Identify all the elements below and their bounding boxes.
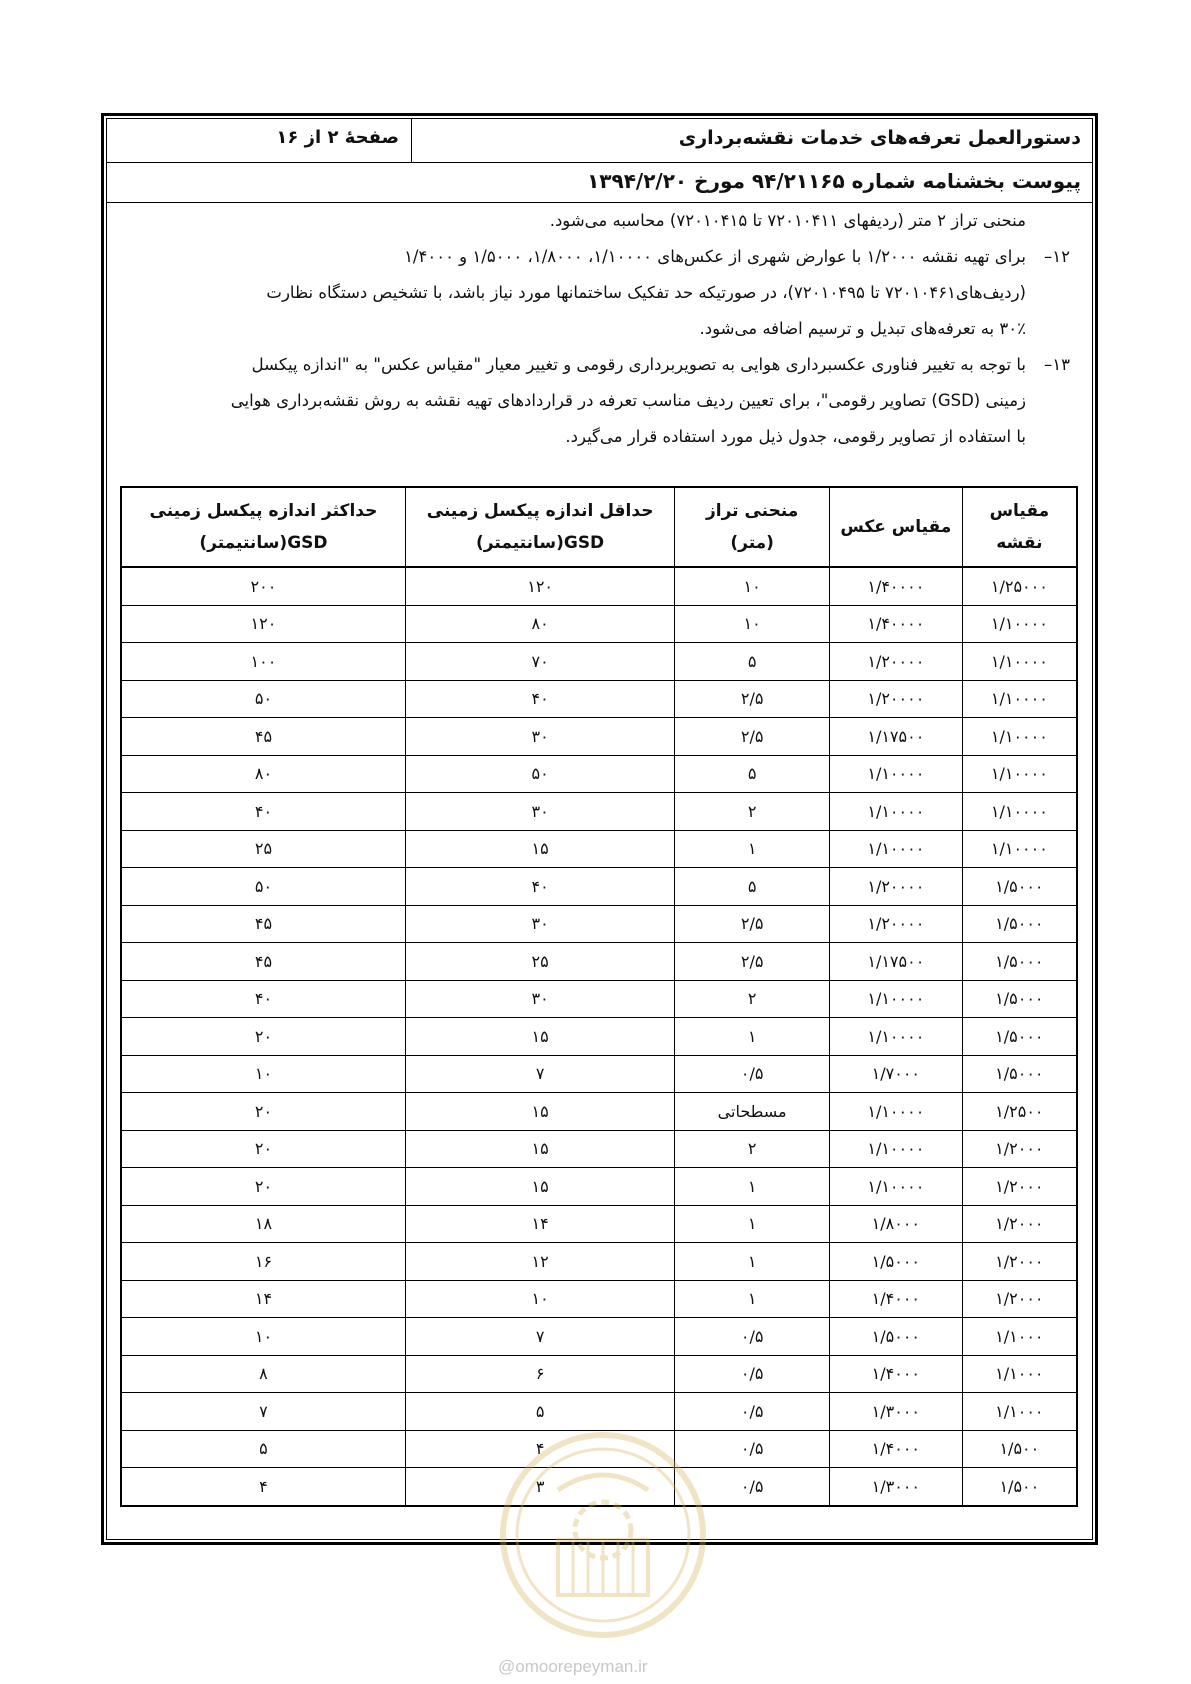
cell-contour: ۰/۵ bbox=[675, 1318, 830, 1356]
cell-min-gsd: ۱۵ bbox=[405, 1093, 674, 1131]
cell-photo-scale: ۱/۳۰۰۰ bbox=[829, 1468, 962, 1506]
cell-min-gsd: ۳۰ bbox=[405, 905, 674, 943]
header-row bbox=[106, 118, 1093, 163]
cell-max-gsd: ۴۵ bbox=[121, 718, 405, 756]
header-max-gsd: حداکثر اندازه پیکسل زمینی GSD(سانتیمتر) bbox=[121, 487, 405, 567]
cell-contour: ۰/۵ bbox=[675, 1468, 830, 1506]
cell-max-gsd: ۴۰ bbox=[121, 793, 405, 831]
cell-min-gsd: ۳۰ bbox=[405, 793, 674, 831]
cell-contour: ۰/۵ bbox=[675, 1430, 830, 1468]
cell-map-scale: ۱/۱۰۰۰۰ bbox=[962, 643, 1077, 681]
table-row bbox=[121, 718, 1077, 756]
cell-contour: ۵ bbox=[675, 643, 830, 681]
body-text bbox=[170, 203, 1070, 463]
cell-max-gsd: ۲۰ bbox=[121, 1018, 405, 1056]
cell-min-gsd: ۱۵ bbox=[405, 1018, 674, 1056]
cell-map-scale: ۱/۵۰۰۰ bbox=[962, 943, 1077, 981]
cell-photo-scale: ۱/۲۰۰۰۰ bbox=[829, 905, 962, 943]
table-row bbox=[121, 643, 1077, 681]
table-row bbox=[121, 793, 1077, 831]
table-row bbox=[121, 905, 1077, 943]
table-row bbox=[121, 1280, 1077, 1318]
cell-max-gsd: ۵۰ bbox=[121, 868, 405, 906]
cell-min-gsd: ۳۰ bbox=[405, 980, 674, 1018]
cell-contour: ۲/۵ bbox=[675, 680, 830, 718]
cell-map-scale: ۱/۱۰۰۰۰ bbox=[962, 718, 1077, 756]
table-row bbox=[121, 830, 1077, 868]
cell-min-gsd: ۶ bbox=[405, 1355, 674, 1393]
header-contour: منحنی تراز (متر) bbox=[675, 487, 830, 567]
cell-contour: ۲/۵ bbox=[675, 905, 830, 943]
cell-photo-scale: ۱/۱۰۰۰۰ bbox=[829, 1093, 962, 1131]
cell-min-gsd: ۳۰ bbox=[405, 718, 674, 756]
table-row bbox=[121, 1243, 1077, 1281]
cell-min-gsd: ۱۵ bbox=[405, 830, 674, 868]
table-row bbox=[121, 1018, 1077, 1056]
cell-map-scale: ۱/۵۰۰۰ bbox=[962, 980, 1077, 1018]
cell-photo-scale: ۱/۱۰۰۰۰ bbox=[829, 830, 962, 868]
cell-contour: ۱۰ bbox=[675, 567, 830, 605]
cell-map-scale: ۱/۵۰۰۰ bbox=[962, 1018, 1077, 1056]
cell-contour: ۲ bbox=[675, 793, 830, 831]
text-line: برای تهیه نقشه ۱/۲۰۰۰ با عوارض شهری از عکس‌های ۱/۱۰۰۰۰، ۱/۸۰۰۰، ۱/۵۰۰۰ و ۱/۴۰۰۰ bbox=[404, 247, 1026, 266]
cell-photo-scale: ۱/۱۷۵۰۰ bbox=[829, 943, 962, 981]
cell-photo-scale: ۱/۴۰۰۰۰ bbox=[829, 605, 962, 643]
cell-photo-scale: ۱/۴۰۰۰ bbox=[829, 1280, 962, 1318]
cell-min-gsd: ۴۰ bbox=[405, 868, 674, 906]
cell-max-gsd: ۴۰ bbox=[121, 980, 405, 1018]
cell-photo-scale: ۱/۳۰۰۰ bbox=[829, 1393, 962, 1431]
cell-contour: ۱ bbox=[675, 1280, 830, 1318]
text-line: با استفاده از تصاویر رقومی، جدول ذیل مورد استفاده قرار می‌گیرد. bbox=[565, 427, 1026, 446]
cell-map-scale: ۱/۱۰۰۰ bbox=[962, 1318, 1077, 1356]
cell-max-gsd: ۱۸ bbox=[121, 1205, 405, 1243]
cell-photo-scale: ۱/۴۰۰۰ bbox=[829, 1430, 962, 1468]
cell-photo-scale: ۱/۷۰۰۰ bbox=[829, 1055, 962, 1093]
table-row bbox=[121, 605, 1077, 643]
cell-map-scale: ۱/۵۰۰ bbox=[962, 1430, 1077, 1468]
cell-photo-scale: ۱/۴۰۰۰۰ bbox=[829, 567, 962, 605]
cell-min-gsd: ۷۰ bbox=[405, 643, 674, 681]
cell-map-scale: ۱/۱۰۰۰ bbox=[962, 1393, 1077, 1431]
cell-map-scale: ۱/۱۰۰۰ bbox=[962, 1355, 1077, 1393]
table-row bbox=[121, 755, 1077, 793]
cell-contour: مسطحاتی bbox=[675, 1093, 830, 1131]
cell-map-scale: ۱/۲۵۰۰۰ bbox=[962, 567, 1077, 605]
cell-photo-scale: ۱/۵۰۰۰ bbox=[829, 1243, 962, 1281]
cell-map-scale: ۱/۱۰۰۰۰ bbox=[962, 755, 1077, 793]
cell-max-gsd: ۱۶ bbox=[121, 1243, 405, 1281]
cell-contour: ۰/۵ bbox=[675, 1055, 830, 1093]
cell-max-gsd: ۴۵ bbox=[121, 943, 405, 981]
cell-max-gsd: ۱۴ bbox=[121, 1280, 405, 1318]
cell-contour: ۱ bbox=[675, 1243, 830, 1281]
table-row bbox=[121, 1093, 1077, 1131]
cell-photo-scale: ۱/۲۰۰۰۰ bbox=[829, 680, 962, 718]
cell-max-gsd: ۵۰ bbox=[121, 680, 405, 718]
cell-photo-scale: ۱/۱۰۰۰۰ bbox=[829, 755, 962, 793]
text-line: با توجه به تغییر فناوری عکسبرداری هوایی به تصویربرداری رقومی و تغییر معیار "مقیاس عکس" به "اندازه پیکسل bbox=[251, 355, 1026, 374]
cell-map-scale: ۱/۵۰۰۰ bbox=[962, 1055, 1077, 1093]
cell-photo-scale: ۱/۴۰۰۰ bbox=[829, 1355, 962, 1393]
cell-contour: ۲/۵ bbox=[675, 943, 830, 981]
table-row bbox=[121, 1355, 1077, 1393]
text-line: منحنی تراز ۲ متر (ردیفهای ۷۲۰۱۰۴۱۱ تا ۷۲۰۱۰۴۱۵) محاسبه می‌شود. bbox=[549, 211, 1026, 230]
table-row bbox=[121, 868, 1077, 906]
cell-map-scale: ۱/۵۰۰ bbox=[962, 1468, 1077, 1506]
cell-max-gsd: ۷ bbox=[121, 1393, 405, 1431]
cell-min-gsd: ۱۲۰ bbox=[405, 567, 674, 605]
cell-map-scale: ۱/۲۰۰۰ bbox=[962, 1243, 1077, 1281]
cell-photo-scale: ۱/۱۰۰۰۰ bbox=[829, 1018, 962, 1056]
cell-max-gsd: ۱۰ bbox=[121, 1055, 405, 1093]
table-row bbox=[121, 1168, 1077, 1206]
cell-map-scale: ۱/۱۰۰۰۰ bbox=[962, 830, 1077, 868]
cell-contour: ۱ bbox=[675, 1018, 830, 1056]
page-number: صفحهٔ ۲ از ۱۶ bbox=[106, 118, 412, 162]
cell-photo-scale: ۱/۱۰۰۰۰ bbox=[829, 980, 962, 1018]
cell-contour: ۱ bbox=[675, 830, 830, 868]
cell-contour: ۲/۵ bbox=[675, 718, 830, 756]
table-row bbox=[121, 1205, 1077, 1243]
cell-contour: ۱ bbox=[675, 1205, 830, 1243]
header-min-gsd: حداقل اندازه پیکسل زمینی GSD(سانتیمتر) bbox=[405, 487, 674, 567]
cell-photo-scale: ۱/۱۰۰۰۰ bbox=[829, 793, 962, 831]
cell-min-gsd: ۱۵ bbox=[405, 1168, 674, 1206]
cell-min-gsd: ۳ bbox=[405, 1468, 674, 1506]
cell-map-scale: ۱/۲۰۰۰ bbox=[962, 1280, 1077, 1318]
cell-min-gsd: ۱۵ bbox=[405, 1130, 674, 1168]
document-subtitle: پیوست بخشنامه شماره ۹۴/۲۱۱۶۵ مورخ ۱۳۹۴/۲/۲۰ bbox=[587, 169, 1081, 193]
seal-watermark-icon bbox=[488, 1420, 718, 1650]
gsd-table bbox=[120, 486, 1078, 1507]
table-row bbox=[121, 943, 1077, 981]
cell-max-gsd: ۱۰۰ bbox=[121, 643, 405, 681]
cell-min-gsd: ۲۵ bbox=[405, 943, 674, 981]
cell-contour: ۰/۵ bbox=[675, 1393, 830, 1431]
cell-min-gsd: ۱۲ bbox=[405, 1243, 674, 1281]
cell-contour: ۵ bbox=[675, 868, 830, 906]
cell-map-scale: ۱/۱۰۰۰۰ bbox=[962, 680, 1077, 718]
footer-url: @omoorepeyman.ir bbox=[498, 1657, 648, 1676]
cell-max-gsd: ۲۰ bbox=[121, 1093, 405, 1131]
cell-max-gsd: ۲۰۰ bbox=[121, 567, 405, 605]
cell-photo-scale: ۱/۱۰۰۰۰ bbox=[829, 1130, 962, 1168]
cell-contour: ۲ bbox=[675, 980, 830, 1018]
cell-max-gsd: ۱۰ bbox=[121, 1318, 405, 1356]
cell-max-gsd: ۴۵ bbox=[121, 905, 405, 943]
cell-min-gsd: ۱۰ bbox=[405, 1280, 674, 1318]
cell-contour: ۵ bbox=[675, 755, 830, 793]
cell-min-gsd: ۵۰ bbox=[405, 755, 674, 793]
cell-max-gsd: ۸ bbox=[121, 1355, 405, 1393]
table-row bbox=[121, 567, 1077, 605]
table-row bbox=[121, 1130, 1077, 1168]
cell-map-scale: ۱/۲۰۰۰ bbox=[962, 1168, 1077, 1206]
table-header-row bbox=[121, 487, 1077, 567]
cell-max-gsd: ۴ bbox=[121, 1468, 405, 1506]
text-line: زمینی (GSD) تصاویر رقومی"، برای تعیین ردیف مناسب تعرفه در قراردادهای تهیه نقشه به روش نقشه‌برداری هوایی bbox=[230, 391, 1026, 410]
cell-contour: ۱ bbox=[675, 1168, 830, 1206]
table-row bbox=[121, 1055, 1077, 1093]
cell-max-gsd: ۸۰ bbox=[121, 755, 405, 793]
cell-min-gsd: ۴۰ bbox=[405, 680, 674, 718]
paragraph-number: ۱۳– bbox=[1044, 355, 1070, 374]
text-line: (ردیف‌های۷۲۰۱۰۴۶۱ تا ۷۲۰۱۰۴۹۵)، در صورتیکه حد تفکیک ساختمانها مورد نیاز باشد، با تشخیص دستگاه نظارت bbox=[266, 283, 1026, 302]
cell-max-gsd: ۵ bbox=[121, 1430, 405, 1468]
cell-min-gsd: ۴ bbox=[405, 1430, 674, 1468]
cell-max-gsd: ۲۰ bbox=[121, 1130, 405, 1168]
cell-photo-scale: ۱/۲۰۰۰۰ bbox=[829, 643, 962, 681]
cell-max-gsd: ۲۵ bbox=[121, 830, 405, 868]
cell-max-gsd: ۱۲۰ bbox=[121, 605, 405, 643]
cell-min-gsd: ۷ bbox=[405, 1055, 674, 1093]
cell-map-scale: ۱/۲۵۰۰ bbox=[962, 1093, 1077, 1131]
header-map-scale: مقیاس نقشه bbox=[962, 487, 1077, 567]
document-title: دستورالعمل تعرفه‌های خدمات نقشه‌برداری bbox=[678, 127, 1081, 149]
table-row bbox=[121, 680, 1077, 718]
cell-min-gsd: ۷ bbox=[405, 1318, 674, 1356]
cell-map-scale: ۱/۲۰۰۰ bbox=[962, 1205, 1077, 1243]
cell-min-gsd: ۸۰ bbox=[405, 605, 674, 643]
table-row bbox=[121, 980, 1077, 1018]
cell-photo-scale: ۱/۱۰۰۰۰ bbox=[829, 1168, 962, 1206]
cell-map-scale: ۱/۵۰۰۰ bbox=[962, 868, 1077, 906]
subheader-row bbox=[106, 163, 1093, 203]
cell-min-gsd: ۵ bbox=[405, 1393, 674, 1431]
cell-max-gsd: ۲۰ bbox=[121, 1168, 405, 1206]
cell-map-scale: ۱/۱۰۰۰۰ bbox=[962, 605, 1077, 643]
header-photo-scale: مقیاس عکس bbox=[829, 487, 962, 567]
cell-contour: ۱۰ bbox=[675, 605, 830, 643]
cell-contour: ۰/۵ bbox=[675, 1355, 830, 1393]
cell-photo-scale: ۱/۸۰۰۰ bbox=[829, 1205, 962, 1243]
paragraph-number: ۱۲– bbox=[1044, 247, 1070, 266]
cell-min-gsd: ۱۴ bbox=[405, 1205, 674, 1243]
cell-map-scale: ۱/۲۰۰۰ bbox=[962, 1130, 1077, 1168]
cell-map-scale: ۱/۱۰۰۰۰ bbox=[962, 793, 1077, 831]
cell-photo-scale: ۱/۵۰۰۰ bbox=[829, 1318, 962, 1356]
text-line: ۳۰٪ به تعرفه‌های تبدیل و ترسیم اضافه می‌شود. bbox=[699, 319, 1026, 338]
table-row bbox=[121, 1318, 1077, 1356]
cell-contour: ۲ bbox=[675, 1130, 830, 1168]
cell-photo-scale: ۱/۲۰۰۰۰ bbox=[829, 868, 962, 906]
cell-map-scale: ۱/۵۰۰۰ bbox=[962, 905, 1077, 943]
cell-photo-scale: ۱/۱۷۵۰۰ bbox=[829, 718, 962, 756]
